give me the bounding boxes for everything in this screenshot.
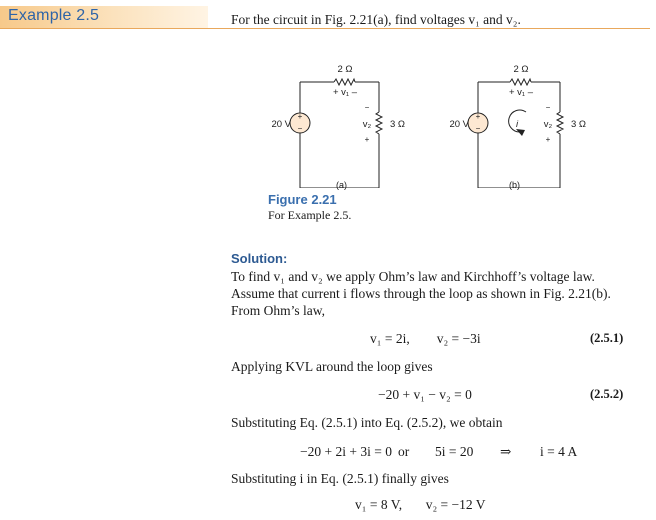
equation-number-1: (2.5.1) bbox=[590, 331, 624, 345]
circuit-b-diagram bbox=[430, 58, 600, 188]
substitute-text: Substituting Eq. (2.5.1) into Eq. (2.5.2), we obtain bbox=[231, 415, 503, 430]
source-label-b: 20 V bbox=[449, 119, 469, 130]
solution-heading: Solution: bbox=[231, 251, 288, 266]
resistor-3ohm-b bbox=[557, 112, 563, 134]
svg-text:−: − bbox=[545, 103, 551, 112]
solution-line-1: To find v₁ and v₂ we apply Ohm’s law and Kirchhoff’s voltage law. bbox=[231, 269, 595, 284]
svg-text:+: + bbox=[475, 112, 481, 121]
kvl-text: Applying KVL around the loop gives bbox=[231, 359, 433, 374]
r-right-label-b: 3 Ω bbox=[571, 119, 587, 130]
resistor-2ohm-b bbox=[510, 79, 531, 85]
figure-title: Figure 2.21 bbox=[268, 192, 337, 207]
v2-label-b: v₂ bbox=[543, 119, 553, 130]
equation-3-right: i = 4 A bbox=[540, 444, 578, 459]
final-text: Substituting i in Eq. (2.5.1) finally gives bbox=[231, 471, 449, 486]
equation-2-5-2: −20 + v₁ − v₂ = 0 bbox=[378, 387, 472, 402]
resistor-3ohm-a bbox=[376, 112, 382, 134]
solution-line-3: From Ohm’s law, bbox=[231, 303, 325, 318]
implies-arrow: ⇒ bbox=[500, 444, 512, 459]
caption-a: (a) bbox=[336, 180, 347, 190]
problem-statement: For the circuit in Fig. 2.21(a), find voltages v₁ and v₂. bbox=[231, 12, 521, 27]
svg-text:−: − bbox=[364, 103, 370, 112]
v2-label-a: v₂ bbox=[362, 119, 372, 130]
equation-final: v₁ = 8 V, v₂ = −12 V bbox=[355, 497, 486, 512]
v1-mark-b: + v₁ – bbox=[508, 87, 534, 98]
current-arrowhead bbox=[516, 129, 525, 136]
equation-3-mid: 5i = 20 bbox=[435, 444, 474, 459]
header-rule bbox=[0, 28, 650, 29]
v1-mark-a: + v₁ – bbox=[332, 87, 358, 98]
equation-3-or: or bbox=[398, 444, 410, 459]
svg-text:−: − bbox=[475, 124, 481, 133]
example-label: Example 2.5 bbox=[8, 7, 100, 24]
svg-text:+: + bbox=[545, 135, 551, 144]
source-label-a: 20 V bbox=[271, 119, 291, 130]
circuit-a-diagram bbox=[255, 58, 415, 188]
r-right-label-a: 3 Ω bbox=[390, 119, 406, 130]
current-label: i bbox=[515, 119, 519, 130]
equation-2-5-1: v₁ = 2i, v₂ = −3i bbox=[370, 331, 481, 346]
svg-text:+: + bbox=[364, 135, 370, 144]
equation-number-2: (2.5.2) bbox=[590, 387, 624, 401]
caption-b: (b) bbox=[509, 180, 520, 190]
equation-3-left: −20 + 2i + 3i = 0 bbox=[300, 444, 392, 459]
resistor-2ohm-a bbox=[334, 79, 355, 85]
r-top-label-b: 2 Ω bbox=[513, 64, 529, 75]
solution-line-2: Assume that current i flows through the loop as shown in Fig. 2.21(b). bbox=[231, 286, 611, 301]
r-top-label-a: 2 Ω bbox=[337, 64, 353, 75]
svg-text:−: − bbox=[297, 124, 303, 133]
svg-text:+: + bbox=[297, 112, 303, 121]
figure-caption: For Example 2.5. bbox=[268, 208, 352, 222]
